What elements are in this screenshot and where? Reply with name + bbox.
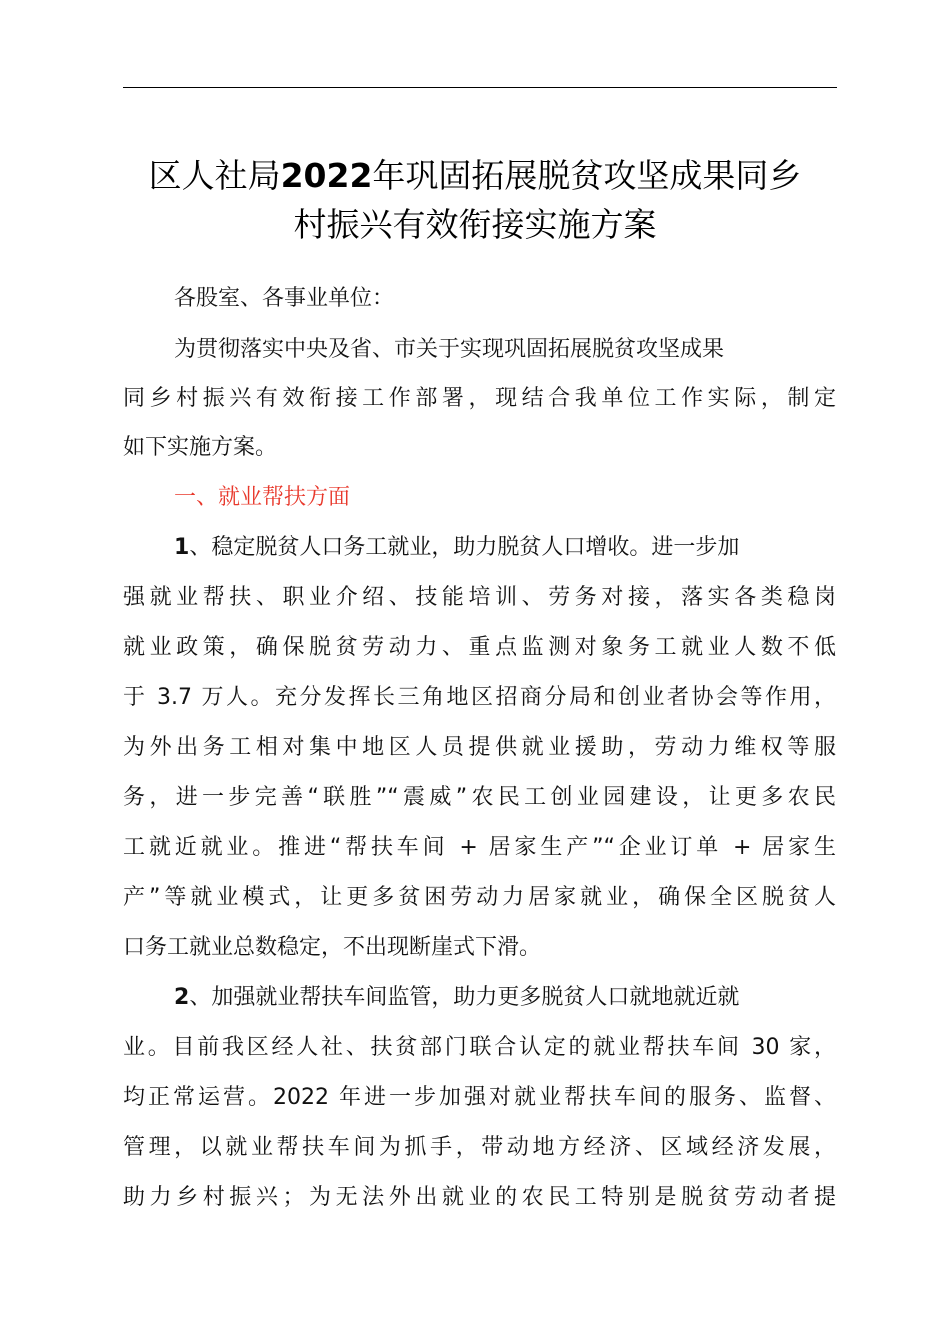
item2-line: 助力乡村振兴；为无法外出就业的农民工特别是脱贫劳动者提 [123, 1185, 836, 1210]
item2-line [174, 983, 914, 1013]
item1-line: 务，进一步完善“联胜”“震威”农民工创业园建设，让更多农民 [123, 785, 836, 810]
item1-line: 产”等就业模式，让更多贫困劳动力居家就业，确保全区脱贫人 [123, 885, 836, 910]
title-suffix: 年巩固拓展脱贫攻坚成果同乡 [372, 156, 802, 195]
item1-line: 于 3.7 万人。充分发挥长三角地区招商分局和创业者协会等作用， [123, 685, 836, 710]
header-rule [123, 87, 837, 88]
intro-line: 同乡村振兴有效衔接工作部署，现结合我单位工作实际，制定 [123, 386, 836, 411]
item-number: 2 [174, 985, 190, 1010]
intro-line: 为贯彻落实中央及省、市关于实现巩固拓展脱贫攻坚成果 [174, 337, 725, 362]
item-text: 、稳定脱贫人口务工就业，助力脱贫人口增收。进一步加 [189, 535, 740, 560]
item2-line: 均正常运营。2022 年进一步加强对就业帮扶车间的服务、监督、 [123, 1085, 836, 1110]
item1-line: 为外出务工相对集中地区人员提供就业援助，劳动力维权等服 [123, 735, 836, 760]
item1-line: 就业政策，确保脱贫劳动力、重点监测对象务工就业人数不低 [123, 635, 836, 660]
title-year: 2022 [280, 156, 373, 195]
salutation: 各股室、各事业单位： [174, 286, 395, 311]
intro-line: 如下实施方案。 [123, 435, 278, 460]
section-heading: 一、就业帮扶方面 [174, 485, 351, 510]
item1-line: 强就业帮扶、职业介绍、技能培训、劳务对接，落实各类稳岗 [123, 585, 836, 610]
doc-title-line-1 [100, 153, 850, 199]
item2-line: 业。目前我区经人社、扶贫部门联合认定的就业帮扶车间 30 家， [123, 1035, 836, 1060]
item1-line [174, 533, 914, 563]
item1-line: 工就近就业。推进“帮扶车间 + 居家生产”“企业订单 + 居家生 [123, 835, 836, 860]
title-prefix: 区人社局 [148, 156, 281, 195]
item-number: 1 [174, 535, 190, 560]
item-text: 、加强就业帮扶车间监管，助力更多脱贫人口就地就近就 [189, 985, 740, 1010]
item2-line: 管理，以就业帮扶车间为抓手，带动地方经济、区域经济发展， [123, 1135, 836, 1160]
item1-line: 口务工就业总数稳定，不出现断崖式下滑。 [123, 935, 542, 960]
doc-title-line-2: 村振兴有效衔接实施方案 [293, 205, 657, 244]
